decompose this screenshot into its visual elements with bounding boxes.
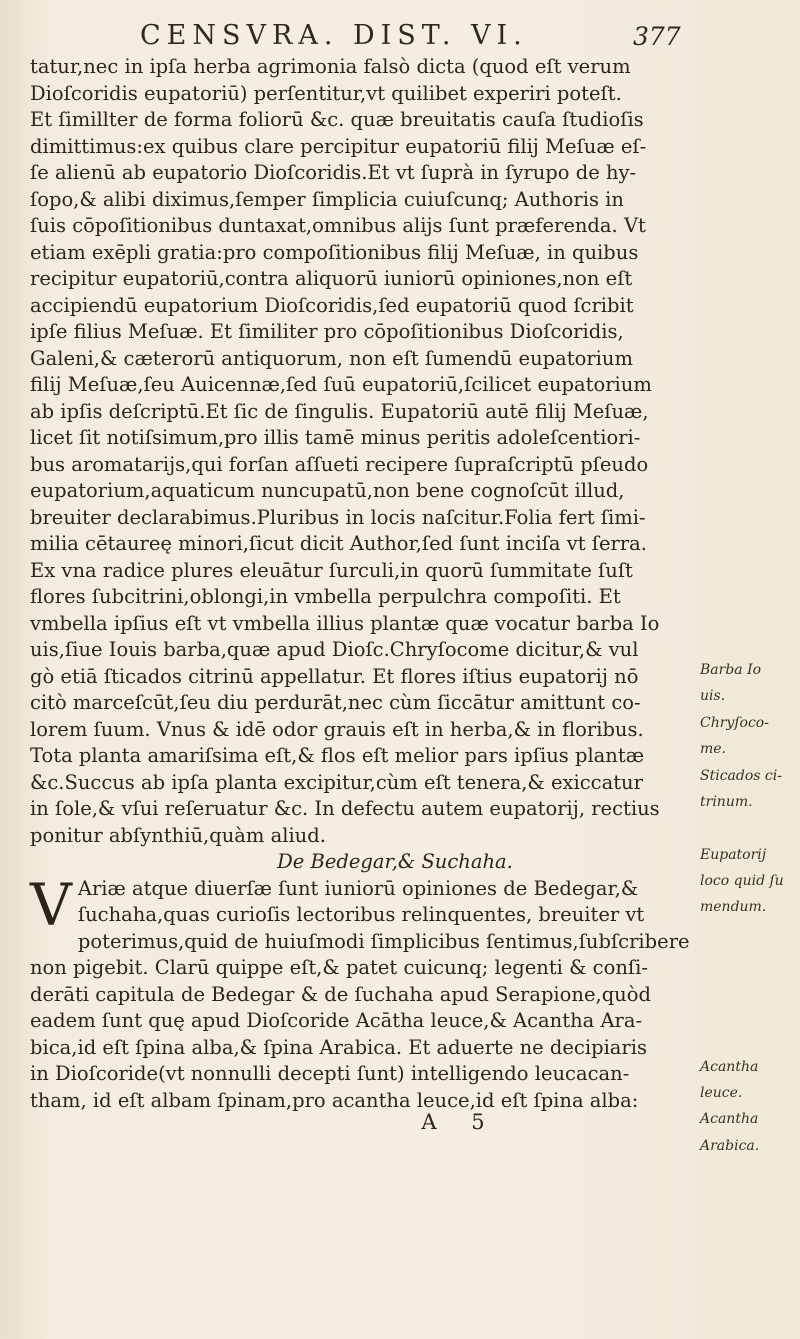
text-line: in ſole,& vſui reſeruatur &c. In defectu autem eupatorij, rectius <box>30 797 660 820</box>
text-line: vmbella ipſius eſt vt vmbella illius plantæ quæ vocatur barba Io <box>30 611 660 635</box>
running-head: CENSVRA. DIST. VI. <box>140 20 528 51</box>
text-line: ſuis cōpoſitionibus duntaxat,omnibus alijs ſunt præferenda. Vt <box>30 214 646 237</box>
margin-note: Acantha <box>700 1059 759 1075</box>
text-line: Dioſcoridis eupatoriū) perſentitur,vt quilibet experiri poteſt. <box>30 81 622 105</box>
text-line: Et ſimillter de forma foliorū &c. quæ breuitatis cauſa ſtudioſis <box>30 108 644 131</box>
text-line: gò etiā ſticados citrinū appellatur. Et flores iſtius eupatorij nō <box>30 664 639 688</box>
text-line: Galeni,& cæterorū antiquorum, non eſt ſumendū eupatorium <box>30 346 633 370</box>
text-line: non pigebit. Clarū quippe eſt,& patet cuicunq; legenti & conſi- <box>30 956 648 979</box>
signature-mark: A 5 <box>421 1110 499 1134</box>
text-line: tatur,nec in ipſa herba agrimonia falsò dicta (quod eſt verum <box>30 55 631 78</box>
text-line: flores ſubcitrini,oblongi,in vmbella perpulchra compoſiti. Et <box>30 585 621 608</box>
margin-note: Arabica. <box>700 1138 760 1154</box>
margin-note: mendum. <box>700 899 767 915</box>
margin-note: Barba Io <box>700 662 762 678</box>
text-line: milia cētaureę minori,ſicut dicit Author,ſed ſunt inciſa vt ſerra. <box>30 532 648 555</box>
text-line: ab ipſis deſcriptū.Et ſic de ſingulis. Eupatoriū autē filij Meſuæ, <box>30 399 649 423</box>
text-line: poterimus,quid de huiuſmodi ſimplicibus ſentimus,ſubſcribere <box>77 929 690 953</box>
text-line: Ariæ atque diuerſæ ſunt iuniorū opiniones de Bedegar,& <box>77 876 639 900</box>
text-line: ipſe filius Meſuæ. Et ſimiliter pro cōpoſitionibus Dioſcoridis, <box>30 320 624 343</box>
text-line: recipitur eupatoriū,contra aliquorū iuniorū opiniones,non eſt <box>30 267 633 290</box>
text-line: Ex vna radice plures eleuātur ſurculi,in quorū ſummitate ſuſt <box>30 558 633 582</box>
text-line: licet ſit notiſsimum,pro illis tamē minus peritis adoleſcentiori- <box>30 426 641 449</box>
margin-note: uis. <box>700 688 726 704</box>
margin-note: Sticados ci- <box>700 768 782 784</box>
text-line: citò marceſcūt,ſeu diu perdurāt,nec cùm ſiccātur amittunt co- <box>30 691 641 714</box>
text-line: derāti capitula de Bedegar & de ſuchaha apud Serapione,quòd <box>30 982 651 1006</box>
text-line: eadem ſunt quę apud Dioſcoride Acātha leuce,& Acantha Ara- <box>30 1009 643 1032</box>
margin-note: Eupatorij <box>700 847 767 863</box>
drop-capital: V <box>30 870 72 939</box>
text-line: accipiendū eupatorium Dioſcoridis,ſed eupatoriū quod ſcribit <box>30 293 634 317</box>
text-line: lorem ſuum. Vnus & idē odor grauis eſt in herba,& in floribus. <box>30 717 644 741</box>
main-text-block <box>30 54 730 1114</box>
text-line: uis,ſiue Iouis barba,quæ apud Dioſc.Chryſocome dicitur,& vul <box>30 638 639 661</box>
text-line: ſe alienū ab eupatorio Dioſcoridis.Et vt ſuprà in ſyrupo de hy- <box>30 161 637 184</box>
text-line: &c.Succus ab ipſa planta excipitur,cùm eſt tenera,& exiccatur <box>30 770 643 794</box>
section-title: De Bedegar,& Suchaha. <box>277 850 513 873</box>
text-line: ſuchaha,quas curioſis lectoribus relinquentes, breuiter vt <box>77 903 645 926</box>
text-line: etiam exēpli gratia:pro compoſitionibus filij Meſuæ, in quibus <box>30 240 639 264</box>
text-line: ponitur abſynthiū,quàm aliud. <box>30 823 326 847</box>
folio-number: 377 <box>633 22 681 51</box>
text-line: bus aromatarijs,qui forſan aſſueti recipere ſupraſcriptū pſeudo <box>30 452 649 476</box>
page-header <box>0 18 800 54</box>
text-line: bica,id eſt ſpina alba,& ſpina Arabica. Et aduerte ne decipiaris <box>30 1035 647 1059</box>
text-line: tham, id eſt albam ſpinam,pro acantha leuce,id eſt ſpina alba: <box>30 1088 639 1112</box>
text-line: filij Meſuæ,ſeu Auicennæ,ſed ſuū eupatoriū,ſcilicet eupatorium <box>30 373 652 396</box>
margin-note: Chryſoco- <box>700 715 769 731</box>
margin-note: me. <box>700 741 727 757</box>
text-line: in Dioſcoride(vt nonnulli decepti ſunt) intelligendo leucacan- <box>30 1062 630 1085</box>
text-line: breuiter declarabimus.Pluribus in locis naſcitur.Folia fert ſimi- <box>30 505 646 529</box>
text-line: eupatorium,aquaticum nuncupatū,non bene cognoſcūt illud, <box>30 479 625 502</box>
margin-note: trinum. <box>700 794 753 810</box>
text-line: ſopo,& alibi diximus,ſemper ſimplicia cuiuſcunq; Authoris in <box>30 187 624 211</box>
margin-note: loco quid ſu <box>700 873 784 889</box>
margin-note: Acantha <box>700 1111 759 1127</box>
text-line: Tota planta amariſsima eſt,& flos eſt melior pars ipſius plantæ <box>30 744 645 767</box>
text-line: dimittimus:ex quibus clare percipitur eupatoriū filij Meſuæ eſ- <box>30 134 647 158</box>
margin-note: leuce. <box>700 1085 743 1101</box>
